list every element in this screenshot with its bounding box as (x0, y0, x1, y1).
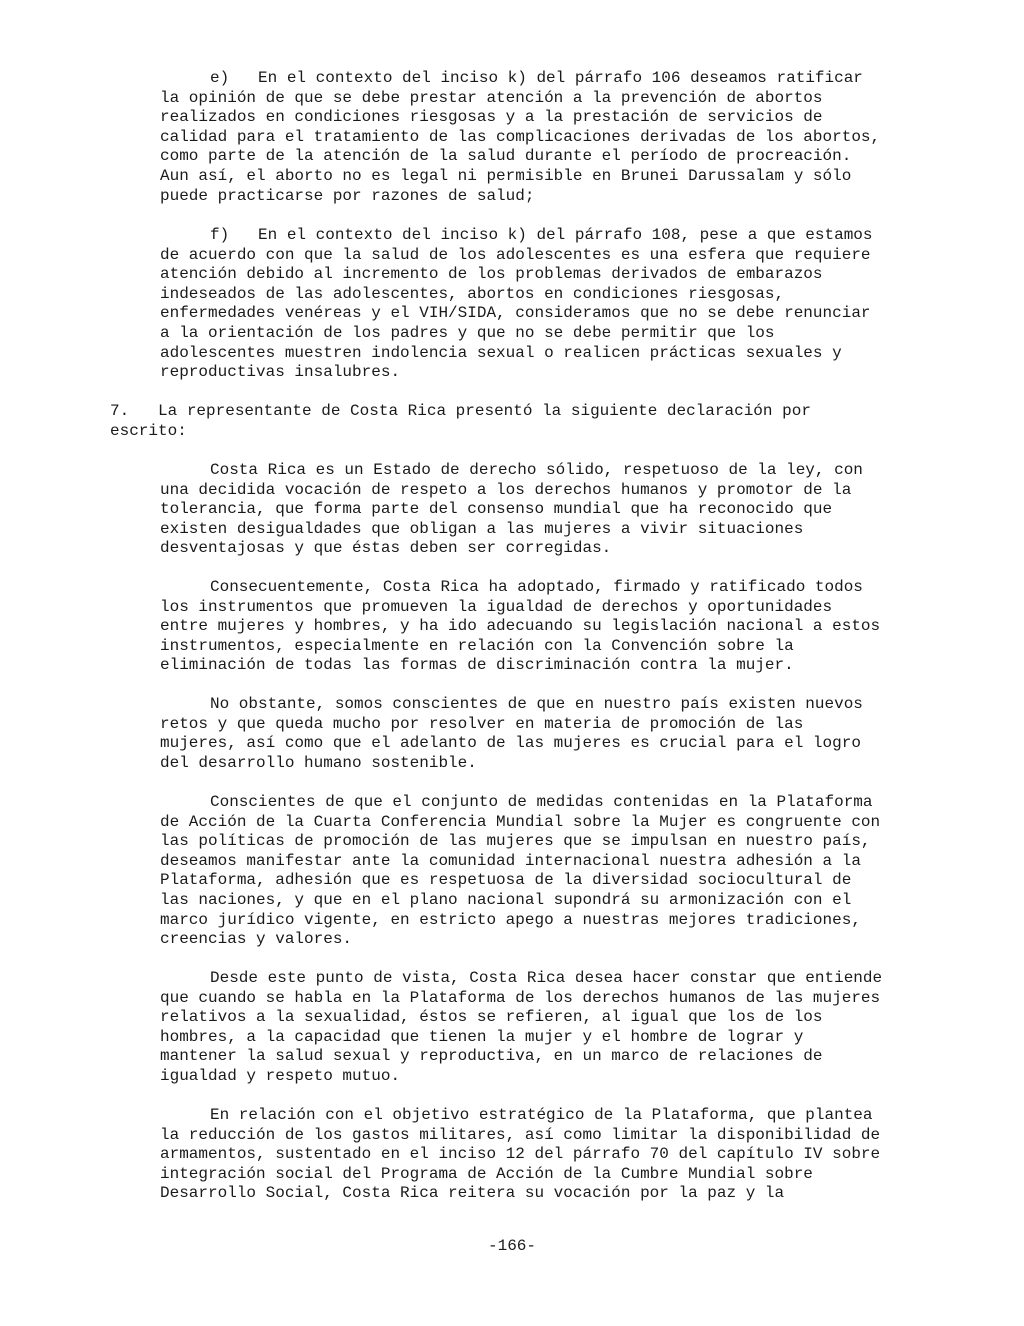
text-line: de acuerdo con que la salud de los adolescentes es una esfera que requiere (160, 245, 871, 264)
text-line: de Acción de la Cuarta Conferencia Mundial sobre la Mujer es congruente con (160, 812, 881, 831)
text-line: desventajosas y que éstas deben ser corregidas. (160, 539, 612, 558)
text-line: e) En el contexto del inciso k) del párrafo 106 deseamos ratificar (210, 69, 863, 87)
paragraph-costa-rica-6 (110, 1106, 970, 1204)
text-line: En relación con el objetivo estratégico de la Plataforma, que plantea (210, 1106, 873, 1124)
text-line: las naciones, y que en el plano nacional supondrá su armonización con el (160, 890, 852, 909)
text-line: Desde este punto de vista, Costa Rica desea hacer constar que entiende (210, 969, 883, 987)
text-line: eliminación de todas las formas de discriminación contra la mujer. (160, 656, 794, 675)
section-7-heading (110, 402, 970, 441)
text-line: deseamos manifestar ante la comunidad internacional nuestra adhesión a la (160, 851, 861, 870)
text-line: creencias y valores. (160, 930, 353, 949)
text-line: como parte de la atención de la salud durante el período de procreación. (160, 147, 852, 166)
text-line: retos y que queda mucho por resolver en materia de promoción de las (160, 714, 804, 733)
text-line: calidad para el tratamiento de las complicaciones derivadas de los abortos, (160, 127, 881, 146)
text-line: atención debido al incremento de los problemas derivados de embarazos (160, 265, 823, 284)
text-line: del desarrollo humano sostenible. (160, 753, 477, 772)
text-line: adolescentes muestren indolencia sexual o realicen prácticas sexuales y (160, 343, 842, 362)
text-line: realizados en condiciones riesgosas y a la prestación de servicios de (160, 108, 823, 127)
text-line: enfermedades venéreas y el VIH/SIDA, consideramos que no se debe renunciar (160, 304, 871, 323)
text-line: igualdad y respeto mutuo. (160, 1066, 401, 1085)
text-line: Desarrollo Social, Costa Rica reitera su vocación por la paz y la (160, 1184, 785, 1203)
text-line: armamentos, sustentado en el inciso 12 del párrafo 70 del capítulo IV sobre (160, 1145, 881, 1164)
text-line: tolerancia, que forma parte del consenso mundial que ha reconocido que (160, 500, 833, 519)
text-line: Consecuentemente, Costa Rica ha adoptado, firmado y ratificado todos (210, 578, 863, 596)
paragraph-costa-rica-1 (110, 461, 970, 559)
text-line: la opinión de que se debe prestar atención a la prevención de abortos (160, 88, 823, 107)
text-line: una decidida vocación de respeto a los derechos humanos y promotor de la (160, 480, 852, 499)
text-line: reproductivas insalubres. (160, 363, 401, 382)
paragraph-costa-rica-2 (110, 578, 970, 676)
text-line: f) En el contexto del inciso k) del párrafo 108, pese a que estamos (210, 226, 873, 244)
text-line: puede practicarse por razones de salud; (160, 186, 535, 205)
text-line: existen desigualdades que obligan a las mujeres a vivir situaciones (160, 519, 804, 538)
paragraph-costa-rica-5 (110, 969, 970, 1087)
page-number: -166- (487, 1237, 536, 1255)
text-line: indeseados de las adolescentes, abortos en condiciones riesgosas, (160, 284, 785, 303)
text-line: Costa Rica es un Estado de derecho sólido, respetuoso de la ley, con (210, 461, 863, 479)
text-line: los instrumentos que promueven la igualdad de derechos y oportunidades (160, 597, 833, 616)
text-line: hombres, a la capacidad que tienen la mujer y el hombre de lograr y (160, 1027, 804, 1046)
paragraph-item-e (110, 69, 970, 206)
text-line: las políticas de promoción de las mujeres que se impulsan en nuestro país, (160, 832, 871, 851)
paragraph-item-f (110, 226, 970, 383)
text-line: escrito: (110, 421, 187, 440)
text-line: 7. La representante de Costa Rica presentó la siguiente declaración por (110, 402, 811, 420)
paragraph-costa-rica-3 (110, 695, 970, 773)
text-line: instrumentos, especialmente en relación con la Convención sobre la (160, 636, 794, 655)
text-line: marco jurídico vigente, en estricto apego a nuestras mejores tradiciones, (160, 910, 861, 929)
text-line: No obstante, somos conscientes de que en nuestro país existen nuevos (210, 695, 863, 713)
text-line: que cuando se habla en la Plataforma de los derechos humanos de las mujeres (160, 988, 881, 1007)
text-line: Plataforma, adhesión que es respetuosa de la diversidad sociocultural de (160, 871, 852, 890)
text-line: la reducción de los gastos militares, así como limitar la disponibilidad de (160, 1125, 881, 1144)
text-line: mantener la salud sexual y reproductiva, en un marco de relaciones de (160, 1047, 823, 1066)
text-line: Conscientes de que el conjunto de medidas contenidas en la Plataforma (210, 793, 873, 811)
text-line: Aun así, el aborto no es legal ni permisible en Brunei Darussalam y sólo (160, 166, 852, 185)
text-line: relativos a la sexualidad, éstos se refieren, al igual que los de los (160, 1008, 823, 1027)
text-line: a la orientación de los padres y que no se debe permitir que los (160, 323, 775, 342)
text-line: integración social del Programa de Acción de la Cumbre Mundial sobre (160, 1164, 813, 1183)
text-line: mujeres, así como que el adelanto de las mujeres es crucial para el logro (160, 734, 861, 753)
paragraph-costa-rica-4 (110, 793, 970, 950)
text-line: entre mujeres y hombres, y ha ido adecuando su legislación nacional a estos (160, 617, 881, 636)
